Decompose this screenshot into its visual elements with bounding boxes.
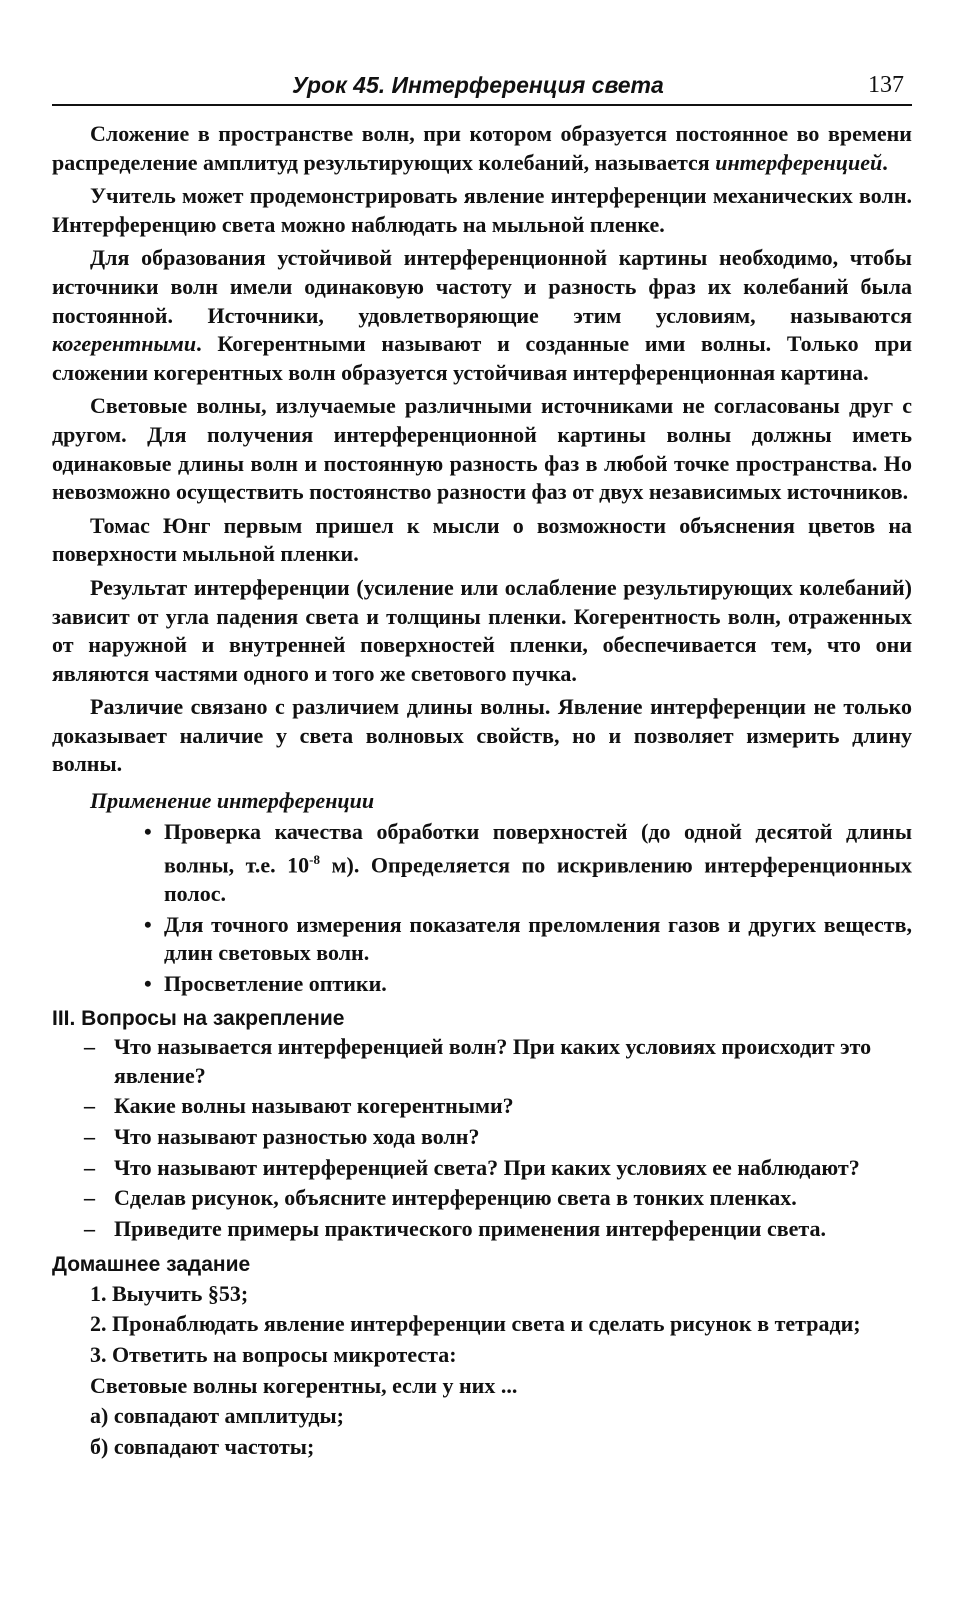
application-heading: Применение интерференции [90, 788, 375, 814]
homework-heading: Домашнее задание [52, 1253, 251, 1277]
page-number: 137 [868, 72, 904, 98]
paragraph-5: Томас Юнг первым пришел к мысли о возможности объяснения цветов на поверхности мыльной пленки. [52, 512, 912, 567]
paragraph-1: Сложение в пространстве волн, при котором образуется постоянное во времени распределение амплитуд результирующих колебаний, называется интерференцией. [52, 121, 912, 175]
paragraph-7: Различие связано с различием длины волны. Явление интерференции не только доказывает наличие у света волновых свойств, но и позволяет измерить длину волны. [52, 694, 912, 777]
paragraph-6: Результат интерференции (усиление или ослабление результирующих колебаний) зависит от угла падения света и толщины пленки. Когерентность волн, отраженных от наружной и внутренней поверхностей пленки, обеспечивается тем, что они являются частями одного и того же светового пучка. [52, 574, 912, 686]
list-item: – Сделав рисунок, объясните интерференцию света в тонких пленках. [114, 1184, 912, 1213]
header-title: Урок 45. Интерференция света [292, 72, 664, 98]
list-item: – Приведите примеры практического применения интерференции света. [114, 1215, 912, 1244]
list-item: 1. Выучить §53; [90, 1280, 249, 1306]
list-item: • Просветление оптики. [164, 970, 912, 999]
body-text [52, 120, 912, 1461]
questions-heading: III. Вопросы на закрепление [52, 1006, 345, 1030]
term-interference: интерференцией [715, 149, 883, 175]
list-item: – Что называют разностью хода волн? [114, 1123, 912, 1152]
quiz-list [52, 1372, 912, 1462]
list-item: – Какие волны называют когерентными? [114, 1092, 912, 1121]
list-item: – Что называют интерференцией света? При каких условиях ее наблюдают? [114, 1154, 912, 1183]
paragraph-4: Световые волны, излучаемые различными источниками не согласованы друг с другом. Для получения интерференционной картины волны должны иметь одинаковые длины волн и постоянную разность фаз в любой точке пространства. Но невозможно осуществить постоянство разности фаз от двух независимых источников. [52, 393, 912, 505]
list-item: – Что называется интерференцией волн? При каких условиях происходит это явление? [114, 1033, 912, 1090]
running-header [52, 70, 912, 106]
list-item: • Проверка качества обработки поверхностей (до одной десятой длины волны, т.е. $10^{-8}$ м). Определяется по искривлению интерференционных полос. [164, 818, 912, 909]
list-item: 2. Пронаблюдать явление интерференции света и сделать рисунок в тетради; [90, 1311, 861, 1337]
application-list [52, 818, 912, 999]
list-item: 3. Ответить на вопросы микротеста: [90, 1342, 457, 1368]
page [52, 70, 912, 1463]
paragraph-2: Учитель может продемонстрировать явление интерференции механических волн. Интерференцию света можно наблюдать на мыльной пленке. [52, 183, 912, 237]
quiz-option: б) совпадают частоты; [90, 1433, 315, 1459]
homework-list [52, 1280, 912, 1370]
list-item: • Для точного измерения показателя преломления газов и других веществ, длин световых волн. [164, 911, 912, 968]
term-coherent: когерентными [52, 331, 197, 357]
quiz-question: Световые волны когерентны, если у них ... [90, 1372, 518, 1398]
quiz-option: а) совпадают амплитуды; [90, 1403, 344, 1429]
paragraph-3: Для образования устойчивой интерференционной картины необходимо, чтобы источники волн имели одинаковую частоту и разность фраз их колебаний была постоянной. Источники, удовлетворяющие этим условиям, называются когерентными. Когерентными называют и созданные ими волны. Только при сложении когерентных волн образуется устойчивая интерференционная картина. [52, 245, 912, 385]
questions-list [52, 1033, 912, 1243]
